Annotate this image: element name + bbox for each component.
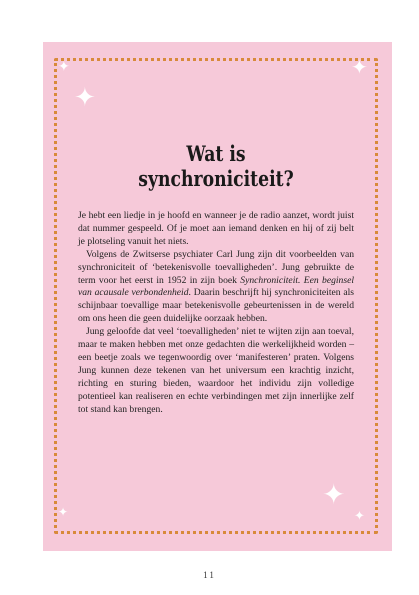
sparkle-icon: ✦ <box>354 509 365 524</box>
title-line: Wat is <box>186 141 246 166</box>
sparkle-icon: ✦ <box>74 83 96 113</box>
sparkle-icon: ✦ <box>58 505 69 519</box>
paragraph: Jung geloofde dat veel ‘toevalligheden’ niet te wijten zijn aan toeval, maar te maken hebben met onze gedachten die werkelijkheid worden – een beetje zoals we tegenwoordig over ‘manifesteren’ praten. Volgens Jung kunnen deze tekenen van het universum een krachtig inzicht, richting en sturing bieden, waardoor het individu zijn volledige potentieel kan realiseren en echte verbindingen met zijn innerlijke zelf tot stand kan brengen. <box>78 326 354 415</box>
paragraph <box>78 249 354 326</box>
page-number: 11 <box>203 570 216 580</box>
body-text <box>78 210 354 417</box>
book-title: Synchroniciteit. Een beginsel van acausale verbondenheid <box>78 274 355 299</box>
sparkle-icon: ✦ <box>322 478 346 511</box>
paragraph-text: Volgens de Zwitserse psychiater Carl Jung zijn dit voorbeelden van synchroniciteit of ‘betekenisvolle toevalligheden’. Jung gebruikte de term voor het eerst in 1952 in zijn boek <box>78 248 354 286</box>
page-title <box>60 141 372 191</box>
sparkle-icon: ✦ <box>58 59 70 75</box>
title-line: synchroniciteit? <box>138 166 294 191</box>
sparkle-icon: ✦ <box>351 55 368 79</box>
paragraph-text: . Daarin beschrijft hij synchroniciteiten als schijnbaar toevallige maar betekenisvolle gebeurtenissen in de wereld om ons heen die geen duidelijke oorzaak hebben. <box>78 287 355 325</box>
paragraph: Je hebt een liedje in je hoofd en wanneer je de radio aanzet, wordt juist dat nummer gespeeld. Of je moet aan iemand denken en hij of zij belt je plotseling vanuit het niets. <box>78 210 354 247</box>
